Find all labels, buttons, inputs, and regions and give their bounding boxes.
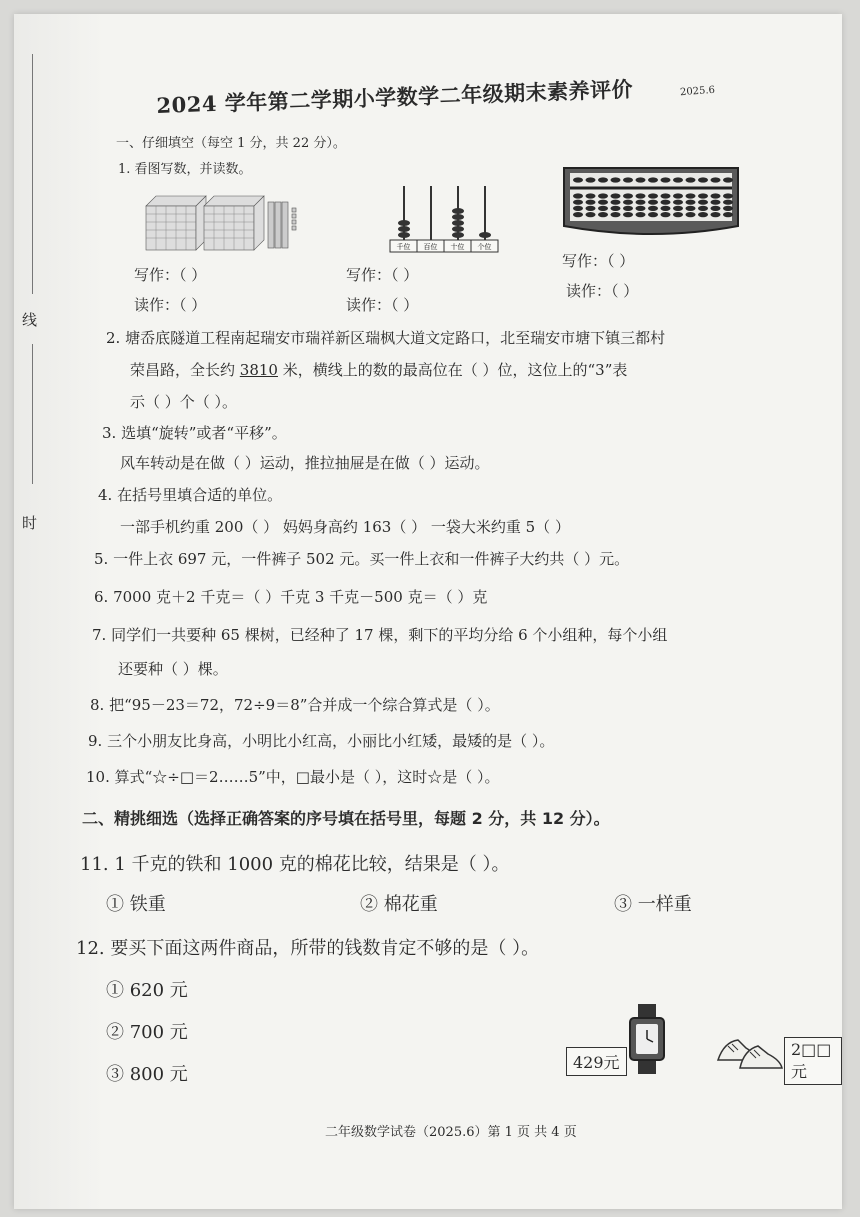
margin-char-time: 时 xyxy=(22,514,38,532)
abacus-bead xyxy=(723,193,733,198)
question-7-line-1: 7. 同学们一共要种 65 棵树，已经种了 17 棵，剩下的平均分给 6 个小组种，每个小组 xyxy=(92,626,668,644)
abacus-bead xyxy=(623,193,633,198)
question-1-stem: 1. 看图写数，并读数。 xyxy=(118,162,252,177)
abacus-bead xyxy=(648,193,658,198)
q1-read-1: 读作：（ ） xyxy=(134,296,207,314)
abacus-bead xyxy=(573,200,583,205)
abacus-bead xyxy=(598,200,608,205)
abacus-bead xyxy=(636,206,646,211)
abacus-bead xyxy=(586,177,596,182)
abacus-bead xyxy=(711,200,721,205)
question-12: 12. 要买下面这两件商品，所带的钱数肯定不够的是（ ）。 xyxy=(76,938,540,959)
margin-char-line: 线 xyxy=(22,311,38,329)
abacus-bead xyxy=(586,193,596,198)
question-2-line-2: 荣昌路，全长约 3810 米，横线上的数的最高位在（ ）位，这位上的“3”表 xyxy=(130,361,628,379)
exam-date: 2025.6 xyxy=(679,84,716,99)
abacus-bead xyxy=(673,200,683,205)
question-10: 10. 算式“☆÷□＝2……5”中，□最小是（ ），这时☆是（ ）。 xyxy=(86,768,500,786)
margin-line xyxy=(32,54,33,294)
place-label-tens: 十位 xyxy=(450,243,465,251)
abacus-bead xyxy=(636,193,646,198)
abacus-bead xyxy=(623,177,633,182)
abacus-bead xyxy=(611,206,621,211)
underlined-number: 3810 xyxy=(239,361,278,379)
abacus-bead xyxy=(673,206,683,211)
abacus-bead xyxy=(648,212,658,217)
abacus-bead xyxy=(711,206,721,211)
abacus-bead xyxy=(623,212,633,217)
abacus-bead xyxy=(723,177,733,182)
abacus-bead xyxy=(686,177,696,182)
abacus-bead xyxy=(573,177,583,182)
place-label-hundreds: 百位 xyxy=(423,243,438,251)
abacus-bead xyxy=(573,193,583,198)
q12-option-1: ① 620 元 xyxy=(106,980,188,1001)
abacus-bead xyxy=(711,193,721,198)
abacus-bead xyxy=(598,212,608,217)
q11-option-3: ③ 一样重 xyxy=(614,894,692,915)
abacus-bead xyxy=(686,193,696,198)
abacus-bead xyxy=(686,206,696,211)
abacus-bead xyxy=(573,212,583,217)
section-2-heading: 二、精挑细选（选择正确答案的序号填在括号里，每题 2 分，共 12 分）。 xyxy=(82,809,610,828)
abacus-bead xyxy=(586,200,596,205)
section-1-heading: 一、仔细填空（每空 1 分，共 22 分）。 xyxy=(116,136,346,151)
question-2-line-1: 2. 塘岙底隧道工程南起瑞安市瑞祥新区瑞枫大道文定路口，北至瑞安市塘下镇三都村 xyxy=(106,329,666,347)
abacus-bead xyxy=(723,212,733,217)
abacus-bead xyxy=(636,177,646,182)
abacus-bead xyxy=(686,200,696,205)
abacus-bead xyxy=(723,206,733,211)
abacus-bead xyxy=(636,212,646,217)
q1-read-3: 读作：（ ） xyxy=(566,282,639,300)
q1-write-3: 写作：（ ） xyxy=(562,252,635,270)
abacus-bead xyxy=(686,212,696,217)
abacus-bead xyxy=(636,200,646,205)
abacus-bead xyxy=(611,193,621,198)
abacus-bead xyxy=(698,200,708,205)
question-8: 8. 把“95－23＝72，72÷9＝8”合并成一个综合算式是（ ）。 xyxy=(90,696,500,714)
abacus-bead xyxy=(698,212,708,217)
q11-option-1: ① 铁重 xyxy=(106,894,166,915)
question-4-line-2: 一部手机约重 200（ ） 妈妈身高约 163（ ） 一袋大米约重 5（ ） xyxy=(120,518,570,536)
abacus-bead xyxy=(661,193,671,198)
q1-write-2: 写作：（ ） xyxy=(346,266,419,284)
watch-price-tag: 429元 xyxy=(566,1047,627,1076)
question-6: 6. 7000 克＋2 千克＝（ ）千克 3 千克－500 克＝（ ）克 xyxy=(94,588,488,606)
abacus-bead xyxy=(648,177,658,182)
abacus-bead xyxy=(673,177,683,182)
abacus-bead xyxy=(661,200,671,205)
abacus-bead xyxy=(611,212,621,217)
abacus-figure xyxy=(562,162,740,240)
abacus-bead xyxy=(623,206,633,211)
margin-line xyxy=(32,344,33,484)
question-4-line-1: 4. 在括号里填合适的单位。 xyxy=(98,486,283,504)
place-label-ones: 个位 xyxy=(477,243,492,251)
abacus-bead xyxy=(611,200,621,205)
exam-paper xyxy=(14,14,842,1209)
abacus-bead xyxy=(623,200,633,205)
abacus-bead xyxy=(698,206,708,211)
abacus-bead xyxy=(673,212,683,217)
shoes-picture xyxy=(714,1024,786,1072)
binding-margin xyxy=(14,14,104,1209)
abacus-bead xyxy=(586,206,596,211)
abacus-bead xyxy=(648,200,658,205)
question-2-line-3: 示（ ）个（ ）。 xyxy=(130,393,238,411)
place-value-blocks-figure xyxy=(144,192,304,252)
abacus-bead xyxy=(711,212,721,217)
abacus-bead xyxy=(661,177,671,182)
abacus-bead xyxy=(598,177,608,182)
abacus-bead xyxy=(711,177,721,182)
counting-frame-figure xyxy=(376,182,508,254)
abacus-bead xyxy=(598,193,608,198)
question-3-line-2: 风车转动是在做（ ）运动，推拉抽屉是在做（ ）运动。 xyxy=(120,454,490,472)
page-footer: 二年级数学试卷（2025.6）第 1 页 共 4 页 xyxy=(325,1125,577,1140)
q11-option-2: ② 棉花重 xyxy=(360,894,438,915)
q1-write-1: 写作：（ ） xyxy=(134,266,207,284)
watch-picture xyxy=(622,1004,674,1074)
shoes-price-tag: 2□□元 xyxy=(784,1037,842,1085)
abacus-bead xyxy=(698,177,708,182)
abacus-bead xyxy=(723,200,733,205)
q1-read-2: 读作：（ ） xyxy=(346,296,419,314)
q12-option-3: ③ 800 元 xyxy=(106,1064,188,1085)
abacus-bead xyxy=(611,177,621,182)
question-7-line-2: 还要种（ ）棵。 xyxy=(118,660,228,678)
abacus-bead xyxy=(573,206,583,211)
abacus-bead xyxy=(598,206,608,211)
abacus-bead xyxy=(673,193,683,198)
abacus-bead xyxy=(698,193,708,198)
question-3-line-1: 3. 选填“旋转”或者“平移”。 xyxy=(102,424,287,442)
question-11: 11. 1 千克的铁和 1000 克的棉花比较，结果是（ ）。 xyxy=(80,854,510,875)
abacus-bead xyxy=(648,206,658,211)
place-label-thousands: 千位 xyxy=(396,243,411,251)
abacus-bead xyxy=(661,206,671,211)
abacus-bead xyxy=(586,212,596,217)
abacus-bead xyxy=(661,212,671,217)
question-5: 5. 一件上衣 697 元，一件裤子 502 元。买一件上衣和一件裤子大约共（ ）元。 xyxy=(94,550,630,568)
q12-option-2: ② 700 元 xyxy=(106,1022,188,1043)
exam-title: 2024 学年第二学期小学数学二年级期末素养评价 xyxy=(156,76,634,118)
question-9: 9. 三个小朋友比身高，小明比小红高，小丽比小红矮，最矮的是（ ）。 xyxy=(88,732,555,750)
